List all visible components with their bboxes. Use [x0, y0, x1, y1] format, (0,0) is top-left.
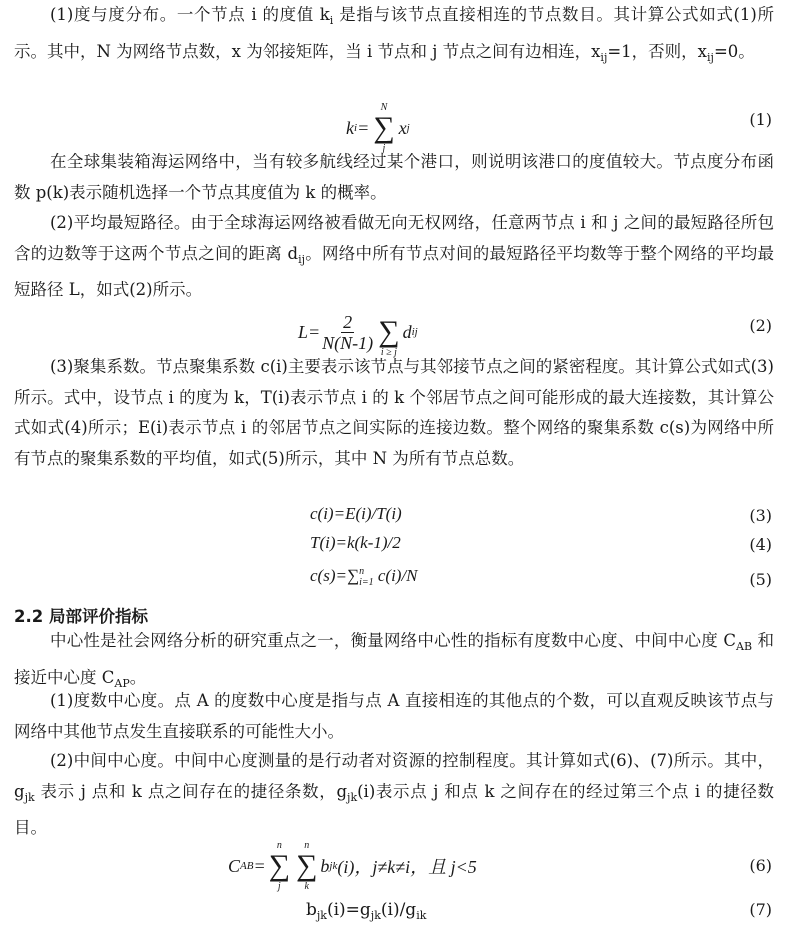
paragraph-degree-centrality: (1)度数中心度。点 A 的度数中心度是指与点 A 直接相连的其他点的个数，可以直观反映该节点与网络中其他节点发生直接联系的可能性大小。 — [14, 691, 774, 741]
equation-3-body: c(i)=E(i)/T(i) — [310, 504, 402, 523]
paragraph-centrality: 中心性是社会网络分析的研究重点之一，衡量网络中心性的指标有度数中心度、中间中心度 $C_{AB}$ 和接近中心度 $C_{AP}$。 — [14, 631, 774, 690]
equation-4 — [0, 531, 800, 559]
equation-7 — [0, 896, 800, 926]
paragraph-port-degree: 在全球集装箱海运网络中，当有较多航线经过某个港口，则说明该港口的度值较大。节点度分布函数 p(k)表示随机选择一个节点其度值为 k 的概率。 — [14, 152, 774, 202]
equation-number: (2) — [749, 316, 772, 335]
equation-5-body: c(s)=∑ n i=1 c(i)/N — [310, 566, 418, 589]
equation-1: k i = N ∑ j x j (1) — [346, 102, 772, 154]
equation-number: (5) — [749, 570, 772, 589]
equation-2: L= $\frac{2}{N(N-1)}$ ∑ i ≥ j d ij (2) — [298, 311, 772, 358]
equation-6: C AB = n ∑ j n ∑ k b jk (i)，j≠k≠i，且 j<5 (6) — [228, 840, 772, 892]
equation-number: (4) — [749, 535, 772, 554]
section-heading: 2.2 局部评价指标 — [14, 607, 148, 626]
equation-number: (7) — [749, 900, 772, 919]
paragraph-shortest-path: (2)平均最短路径。由于全球海运网络被看做无向无权网络，任意两节点 i 和 j 之间的最短路径所包含的边数等于这两个节点之间的距离 $d_{ij}$。网络中所有节点对间的最短路径平均数等于整个网络的平均最短路径 L，如式(2)所示。 — [14, 213, 774, 299]
paragraph-betweenness: (2)中间中心度。中间中心度测量的是行动者对资源的控制程度。其计算如式(6)、(7)所示。其中，$g_{jk}$ 表示 j 点和 k 点之间存在的捷径条数，$g_{jk}(i)$表示点 j 和点 k 之间存在的经过第三个点 i 的捷径数目。 — [14, 751, 774, 837]
equation-4-body: T(i)=k(k-1)/2 — [310, 533, 401, 552]
paragraph-clustering: (3)聚集系数。节点聚集系数 c(i)主要表示该节点与其邻接节点之间的紧密程度。其计算公式如式(3)所示。式中，设节点 i 的度为 k，T(i)表示节点 i 的 k 个邻居节点之间可能形成的最大连接数，其计算公式如式(4)所示；E(i)表示节点 i 的邻居节点之间实际的连接边数。整个网络的聚集系数 c(s)为网络中所有节点的聚集系数的平均值，如式(5)所示，其中 N 为所有节点总数。 — [14, 357, 774, 468]
equation-number: (1) — [749, 110, 772, 129]
equation-7-body: $b_{jk}(i)=g_{jk}(i)/g_{ik}$ — [306, 900, 427, 922]
paragraph-degree-distribution: (1)度与度分布。一个节点 i 的度值 $k_i$ 是指与该节点直接相连的节点数目。其计算公式如式(1)所示。其中，N 为网络节点数，x 为邻接矩阵，当 i 节点和 j 节点之间有边相连，$x_{ij}=1$，否则，$x_{ij}=0$。 — [14, 5, 774, 64]
equation-number: (6) — [749, 856, 772, 875]
equation-3 — [0, 502, 800, 530]
equation-number: (3) — [749, 506, 772, 525]
equation-5 — [0, 562, 800, 596]
